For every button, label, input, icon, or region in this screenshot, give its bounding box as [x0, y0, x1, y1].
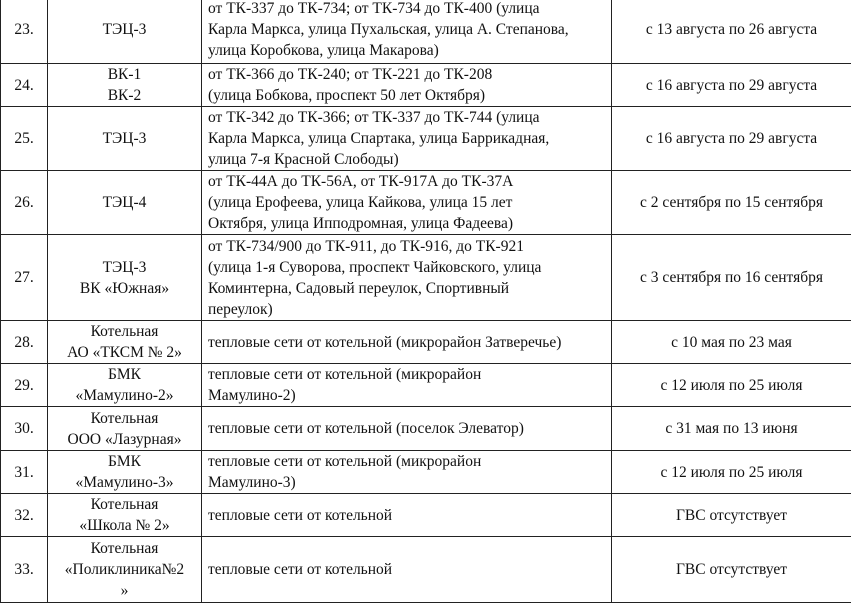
network-area-line: тепловые сети от котельной (микрорайон — [208, 366, 482, 383]
network-area-cell — [202, 171, 612, 235]
table-row — [1, 64, 851, 107]
heat-source-line: БМК — [107, 366, 142, 383]
shutdown-dates-cell: с 31 мая по 13 июня — [612, 407, 851, 451]
network-area-cell — [202, 235, 612, 321]
row-number: 24. — [1, 64, 48, 107]
shutdown-dates-cell: с 13 августа по 26 августа — [612, 0, 851, 64]
table-row — [1, 537, 851, 603]
network-area-line: (улица Ерофеева, улица Кайкова, улица 15 лет — [208, 194, 513, 211]
network-area-cell — [202, 494, 612, 537]
heat-source-line: «Мамулино-2» — [75, 387, 174, 404]
heat-source-line: Котельная — [90, 540, 159, 557]
network-area-cell — [202, 451, 612, 494]
row-number: 30. — [1, 407, 48, 451]
heat-source-cell — [48, 171, 202, 235]
network-area-cell — [202, 537, 612, 603]
row-number: 31. — [1, 451, 48, 494]
network-area-cell — [202, 407, 612, 451]
network-area-line: Октября, улица Ипподромная, улица Фадеева) — [208, 215, 513, 232]
row-number: 28. — [1, 321, 48, 364]
network-area-line: тепловые сети от котельной — [208, 561, 393, 578]
table-row — [1, 321, 851, 364]
network-area-line: тепловые сети от котельной — [208, 506, 393, 524]
network-area-cell — [202, 0, 612, 64]
heat-source-line: ТЭЦ-3 — [102, 21, 147, 38]
heat-source-line: ТЭЦ-3 — [102, 130, 147, 147]
table-row — [1, 171, 851, 235]
shutdown-dates-cell: с 10 мая по 23 мая — [612, 321, 851, 364]
heat-source-line: ТЭЦ-4 — [102, 194, 147, 211]
heat-source-line: ТЭЦ-3 — [102, 258, 147, 276]
row-number: 23. — [1, 0, 48, 64]
table-row — [1, 407, 851, 451]
network-area-line: Мамулино-2) — [208, 387, 296, 404]
row-number: 29. — [1, 364, 48, 407]
shutdown-dates-cell: ГВС отсутствует — [612, 494, 851, 537]
heat-source-cell — [48, 64, 202, 107]
heat-source-line: Котельная — [90, 409, 159, 427]
shutdown-dates-cell: с 16 августа по 29 августа — [612, 64, 851, 107]
heat-source-cell — [48, 451, 202, 494]
heat-source-cell — [48, 364, 202, 407]
shutdown-dates-cell: с 2 сентября по 15 сентября — [612, 171, 851, 235]
network-area-line: от ТК-337 до ТК-734; от ТК-734 до ТК-400 (улица — [208, 0, 540, 17]
heat-source-line: «Поликлиника№2 — [64, 561, 185, 578]
table-row — [1, 235, 851, 321]
network-area-line: улица Коробкова, улица Макарова) — [208, 42, 439, 59]
network-area-line: тепловые сети от котельной (микрорайон Затверечье) — [208, 333, 562, 351]
heat-source-cell — [48, 107, 202, 171]
shutdown-dates-cell: с 3 сентября по 16 сентября — [612, 235, 851, 321]
heat-source-cell — [48, 235, 202, 321]
network-area-cell — [202, 64, 612, 107]
shutdown-dates-cell: ГВС отсутствует — [612, 537, 851, 603]
heat-source-line: ВК «Южная» — [79, 279, 170, 297]
network-area-line: Карла Маркса, улица Спартака, улица Баррикадная, — [208, 130, 550, 147]
heat-source-line: Котельная — [90, 323, 159, 340]
shutdown-dates-cell: с 16 августа по 29 августа — [612, 107, 851, 171]
network-area-line: от ТК-366 до ТК-240; от ТК-221 до ТК-208 — [208, 66, 493, 83]
network-area-line: Коминтерна, Садовый переулок, Спортивный — [208, 279, 510, 297]
heat-source-line: ВК-1 — [107, 66, 142, 83]
table-row — [1, 494, 851, 537]
network-area-line: (улица 1-я Суворова, проспект Чайковского, улица — [208, 258, 542, 276]
table-row — [1, 0, 851, 64]
table-row — [1, 364, 851, 407]
shutdown-dates-cell: с 12 июля по 25 июля — [612, 364, 851, 407]
heat-source-cell — [48, 494, 202, 537]
table-body — [1, 0, 851, 603]
network-area-cell — [202, 107, 612, 171]
heat-source-line: » — [120, 582, 129, 599]
table-row — [1, 107, 851, 171]
heat-source-cell — [48, 321, 202, 364]
heat-source-cell — [48, 407, 202, 451]
row-number: 25. — [1, 107, 48, 171]
network-area-cell — [202, 364, 612, 407]
network-area-cell — [202, 321, 612, 364]
network-area-line: от ТК-734/900 до ТК-911, до ТК-916, до ТК-921 — [208, 237, 524, 255]
shutdown-dates-cell: с 12 июля по 25 июля — [612, 451, 851, 494]
heat-source-line: ВК-2 — [107, 87, 142, 104]
network-area-line: (улица Бобкова, проспект 50 лет Октября) — [208, 87, 486, 104]
heat-source-line: АО «ТКСМ № 2» — [67, 344, 182, 361]
network-area-line: от ТК-342 до ТК-366; от ТК-337 до ТК-744 (улица — [208, 109, 540, 126]
network-area-line: переулок) — [208, 300, 273, 318]
row-number: 27. — [1, 235, 48, 321]
network-area-line: Мамулино-3) — [208, 474, 296, 491]
row-number: 32. — [1, 494, 48, 537]
heat-source-cell — [48, 0, 202, 64]
network-area-line: улица 7-я Красной Слободы) — [208, 151, 399, 168]
heat-source-line: Котельная — [90, 496, 159, 513]
network-area-line: тепловые сети от котельной (поселок Элеватор) — [208, 420, 524, 437]
heat-source-line: ООО «Лазурная» — [67, 430, 182, 448]
table-row — [1, 451, 851, 494]
row-number: 26. — [1, 171, 48, 235]
heat-source-line: «Школа № 2» — [79, 517, 170, 534]
network-area-line: Карла Маркса, улица Пухальская, улица А. Степанова, — [208, 21, 569, 38]
network-area-line: тепловые сети от котельной (микрорайон — [208, 453, 482, 470]
heat-source-line: «Мамулино-3» — [75, 474, 174, 491]
heat-source-line: БМК — [107, 453, 142, 470]
row-number: 33. — [1, 537, 48, 603]
network-area-line: от ТК-44А до ТК-56А, от ТК-917А до ТК-37А — [208, 173, 514, 190]
heat-source-cell — [48, 537, 202, 603]
